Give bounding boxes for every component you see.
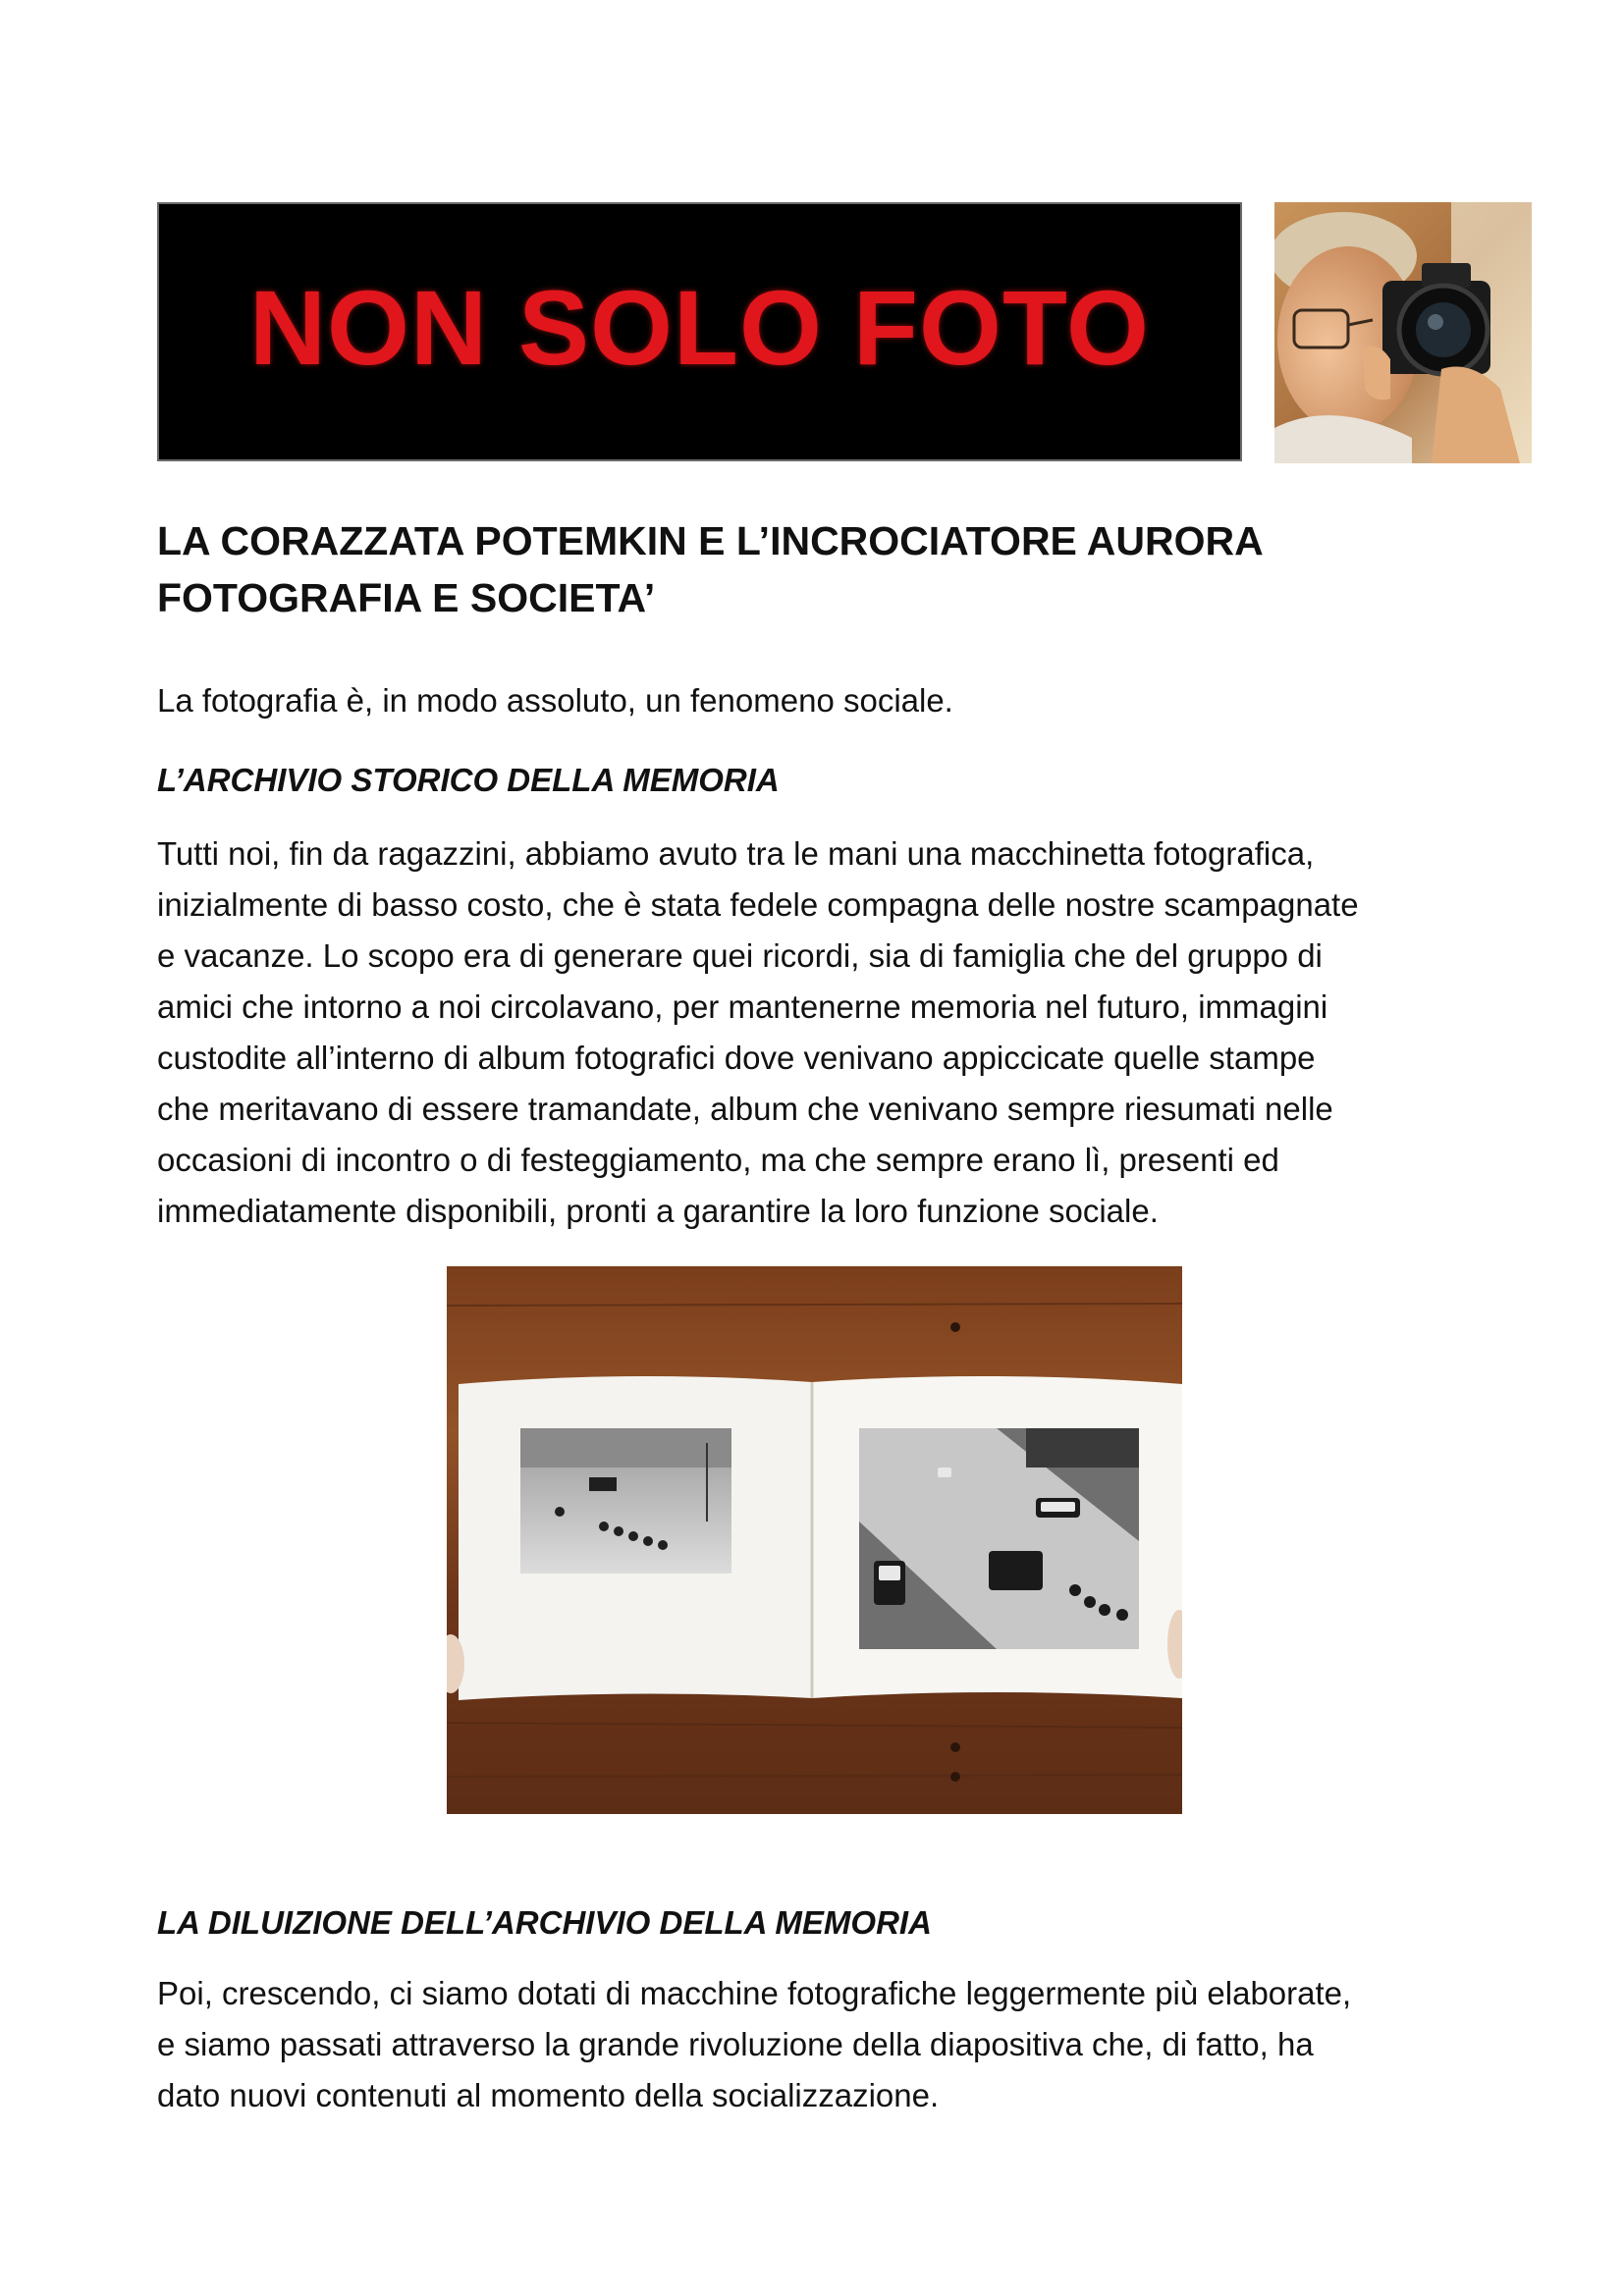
portrait-illustration (1274, 202, 1532, 463)
section1-paragraph (157, 828, 1492, 1237)
album-illustration (447, 1266, 1182, 1814)
section-heading-dilution: LA DILUIZIONE DELL’ARCHIVIO DELLA MEMORIA (157, 1904, 932, 1941)
paragraph-line: immediatamente disponibili, pronti a garantire la loro funzione sociale. (157, 1193, 1159, 1229)
header-banner (157, 202, 1242, 461)
paragraph-line: e siamo passati attraverso la grande rivoluzione della diapositiva che, di fatto, ha (157, 2026, 1314, 2062)
intro-paragraph (157, 675, 1492, 726)
paragraph-line: che meritavano di essere tramandate, album che venivano sempre riesumati nelle (157, 1091, 1333, 1127)
paragraph-line: Poi, crescendo, ci siamo dotati di macchine fotografiche leggermente più elaborate, (157, 1975, 1352, 2011)
paragraph-line: amici che intorno a noi circolavano, per mantenerne memoria nel futuro, immagini (157, 988, 1328, 1025)
paragraph-line: occasioni di incontro o di festeggiamento, ma che sempre erano lì, presenti ed (157, 1142, 1279, 1178)
article-title (157, 512, 1473, 626)
section2-paragraph (157, 1968, 1492, 2121)
title-line: LA CORAZZATA POTEMKIN E L’INCROCIATORE AURORA (157, 518, 1264, 563)
author-portrait-photo (1274, 202, 1532, 463)
paragraph-line: custodite all’interno di album fotografici dove venivano appiccicate quelle stampe (157, 1040, 1316, 1076)
paragraph-line: Tutti noi, fin da ragazzini, abbiamo avuto tra le mani una macchinetta fotografica, (157, 835, 1315, 872)
paragraph-line: dato nuovi contenuti al momento della socializzazione. (157, 2077, 940, 2113)
paragraph-line: inizialmente di basso costo, che è stata fedele compagna delle nostre scampagnate (157, 886, 1359, 923)
photo-album-image (447, 1266, 1182, 1814)
paragraph-line: La fotografia è, in modo assoluto, un fenomeno sociale. (157, 682, 953, 719)
paragraph-line: e vacanze. Lo scopo era di generare quei ricordi, sia di famiglia che del gruppo di (157, 937, 1323, 974)
banner-title: NON SOLO FOTO (248, 267, 1151, 387)
section-heading-archive: L’ARCHIVIO STORICO DELLA MEMORIA (157, 762, 780, 798)
title-line: FOTOGRAFIA E SOCIETA’ (157, 575, 656, 620)
